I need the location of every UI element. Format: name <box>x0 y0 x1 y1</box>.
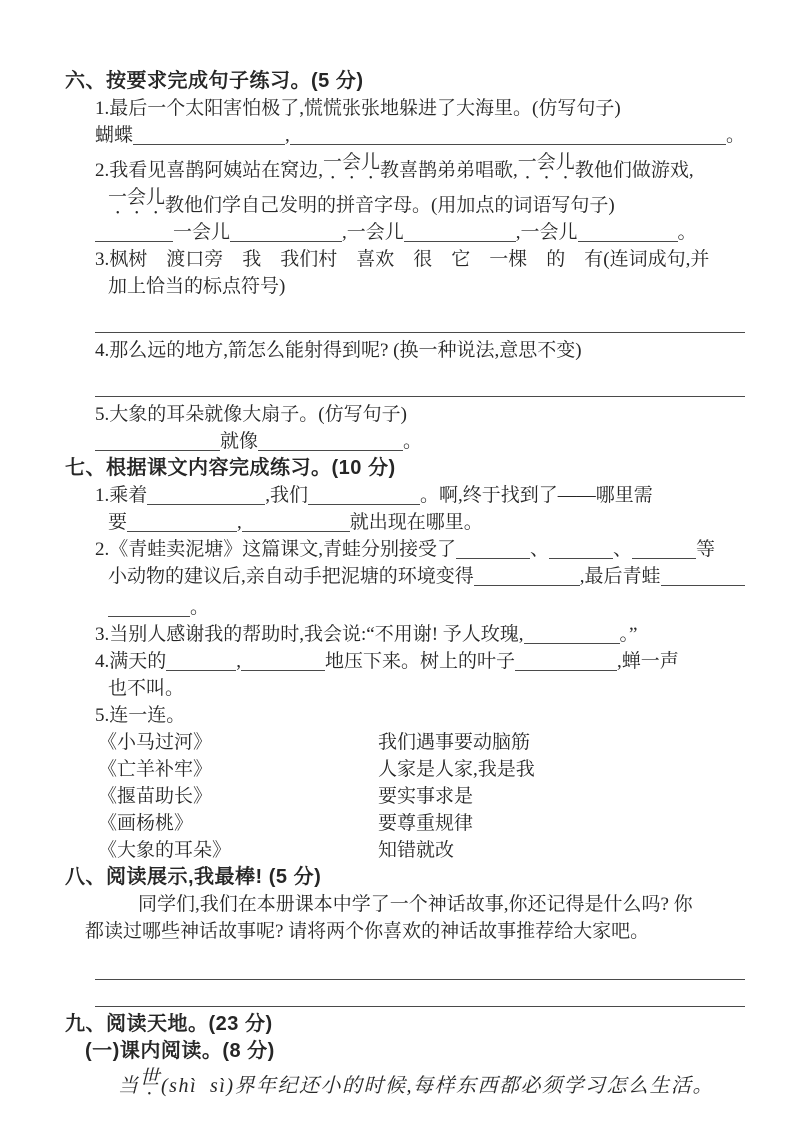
answer-blank <box>404 240 516 242</box>
text-run: 。 <box>403 431 423 452</box>
text-run: 教他们做游戏, <box>574 160 694 181</box>
s7-q2-line-1 <box>65 536 745 563</box>
answer-blank <box>661 584 745 586</box>
text-run: 1.最后一个太阳害怕极了,慌慌张张地躲进了大海里。(仿写句子) <box>95 98 621 119</box>
text-run: ,一会儿 <box>342 222 404 243</box>
text-run: ,一会儿 <box>515 222 578 243</box>
answer-blank <box>95 449 220 451</box>
text-run: 我们遇事要动脑筋 <box>378 732 531 753</box>
s7-q2-line-2 <box>65 563 745 590</box>
text-run: 《小马过河》 <box>98 732 213 753</box>
section-7-textbook-content <box>65 455 745 864</box>
answer-blank <box>127 530 237 532</box>
s7-q4-line-2 <box>65 675 745 702</box>
s7-q3-line <box>65 621 745 648</box>
text-run: 《大象的耳朵》 <box>98 840 232 861</box>
text-run: , <box>285 125 290 146</box>
s6-q1-prompt <box>65 95 745 122</box>
text-run: 六、按要求完成句子练习。(5 分) <box>65 70 364 92</box>
answer-blank <box>95 978 745 980</box>
s6-q2-prompt-1 <box>65 149 745 184</box>
emphasis-dots-text: 一会儿 <box>108 187 166 208</box>
emphasis-dots-text: 一会儿 <box>323 152 381 173</box>
answer-blank <box>290 143 726 145</box>
section-6-sentence-practice <box>65 68 745 455</box>
answer-blank <box>258 449 403 451</box>
text-run: 都读过哪些神话故事呢? 请将两个你喜欢的神话故事推荐给大家吧。 <box>85 921 650 942</box>
text-run: 5.连一连。 <box>95 705 186 726</box>
answer-blank <box>230 240 342 242</box>
s9-subsection-title <box>65 1038 745 1065</box>
s8-para-line-1 <box>65 891 745 918</box>
text-run: 九、阅读天地。(23 分) <box>65 1013 273 1035</box>
answer-blank <box>95 395 745 397</box>
text-run: 当 <box>118 1075 140 1097</box>
s8-para-line-2 <box>65 918 745 945</box>
text-run: 要尊重规律 <box>378 813 474 834</box>
s9-passage-line-1 <box>65 1065 745 1100</box>
text-run: 。啊,终于找到了——哪里需 <box>420 485 653 506</box>
s8-answer-line-1 <box>65 957 745 984</box>
text-run: , <box>237 512 242 533</box>
answer-blank <box>133 143 285 145</box>
s6-q5-answer-line <box>65 428 745 455</box>
text-run: 2.《青蛙卖泥塘》这篇课文,青蛙分别接受了 <box>95 539 457 560</box>
text-run: 知错就改 <box>378 840 455 861</box>
text-run: (shì sì)界年纪还小的时候,每样东西都必须学习怎么生活。 <box>161 1075 714 1097</box>
match-row-3 <box>65 783 745 810</box>
text-run: 4.满天的 <box>95 651 167 672</box>
s6-q1-answer-line <box>65 122 745 149</box>
emphasis-dots-text: 一会儿 <box>517 152 575 173</box>
worksheet <box>65 68 745 1100</box>
answer-blank <box>108 615 190 617</box>
text-run: 3.枫树 渡口旁 我 我们村 喜欢 很 它 一棵 的 有(连词成句,并 <box>95 249 710 270</box>
text-run: 。 <box>725 125 745 146</box>
answer-blank <box>166 669 236 671</box>
s6-q2-answer-line <box>65 219 745 246</box>
s7-title <box>65 455 745 482</box>
match-row-5 <box>65 837 745 864</box>
text-run: 要实事求是 <box>378 786 474 807</box>
s6-q3-prompt-1 <box>65 246 745 273</box>
answer-blank <box>147 503 265 505</box>
text-run: 就像 <box>220 431 259 452</box>
s6-q2-prompt-2 <box>65 184 745 219</box>
text-run: 八、阅读展示,我最棒! (5 分) <box>65 866 322 888</box>
match-row-2 <box>65 756 745 783</box>
text-run: 5.大象的耳朵就像大扇子。(仿写句子) <box>95 404 407 425</box>
answer-blank <box>308 503 420 505</box>
answer-blank <box>456 557 530 559</box>
text-run: 。 <box>677 222 697 243</box>
text-run: 小动物的建议后,亲自动手把泥塘的环境变得 <box>108 566 474 587</box>
text-run: 教喜鹊弟弟唱歌, <box>380 160 518 181</box>
s6-q3-prompt-2 <box>65 273 745 300</box>
text-run: 地压下来。树上的叶子 <box>325 651 516 672</box>
text-run: ,蝉一声 <box>617 651 679 672</box>
text-run: 也不叫。 <box>108 678 185 699</box>
answer-blank <box>524 642 620 644</box>
text-run: 《亡羊补牢》 <box>98 759 213 780</box>
answer-blank <box>95 331 745 333</box>
answer-blank <box>95 240 173 242</box>
answer-blank <box>578 240 678 242</box>
text-run: 、 <box>613 539 633 560</box>
text-run: , <box>236 651 242 672</box>
s7-q1-line-2 <box>65 509 745 536</box>
answer-blank <box>515 669 617 671</box>
text-run: 同学们,我们在本册课本中学了一个神话故事,你还记得是什么吗? 你 <box>138 894 693 915</box>
s8-title <box>65 864 745 891</box>
section-9-reading-world <box>65 1011 745 1100</box>
s8-answer-line-2 <box>65 984 745 1011</box>
text-run: 4.那么远的地方,箭怎么能射得到呢? (换一种说法,意思不变) <box>95 340 582 361</box>
emphasis-dots-text: 世 <box>139 1067 161 1089</box>
text-run: 蝴蝶 <box>95 125 134 146</box>
text-run: 就出现在哪里。 <box>349 512 483 533</box>
s7-q4-line-1 <box>65 648 745 675</box>
text-run: (一)课内阅读。(8 分) <box>85 1040 275 1062</box>
answer-blank <box>474 584 580 586</box>
text-run: 《画杨桃》 <box>98 813 194 834</box>
answer-blank <box>95 1005 745 1007</box>
text-run: 教他们学自己发明的拼音字母。(用加点的词语写句子) <box>165 195 615 216</box>
text-run: 要 <box>108 512 128 533</box>
text-run: 1.乘着 <box>95 485 148 506</box>
match-row-4 <box>65 810 745 837</box>
text-run: 。 <box>190 597 210 618</box>
text-run: 2.我看见喜鹊阿姨站在窝边, <box>95 160 324 181</box>
text-run: 。” <box>619 624 638 645</box>
s7-q2-line-3 <box>65 594 745 621</box>
text-run: 一会儿 <box>173 222 231 243</box>
text-run: ,我们 <box>265 485 309 506</box>
text-run: 3.当别人感谢我的帮助时,我会说:“不用谢! 予人玫瑰, <box>95 624 524 645</box>
match-row-1 <box>65 729 745 756</box>
s7-q1-line-1 <box>65 482 745 509</box>
s6-q4-answer-line <box>65 374 745 401</box>
s9-title <box>65 1011 745 1038</box>
s6-q5-prompt <box>65 401 745 428</box>
answer-blank <box>242 530 350 532</box>
text-run: ,最后青蛙 <box>579 566 661 587</box>
text-run: 加上恰当的标点符号) <box>108 276 286 297</box>
s6-q4-prompt <box>65 337 745 364</box>
text-run: 、 <box>530 539 550 560</box>
answer-blank <box>632 557 696 559</box>
section-8-reading-show <box>65 864 745 1011</box>
s6-title <box>65 68 745 95</box>
text-run: 七、根据课文内容完成练习。(10 分) <box>65 457 396 479</box>
s6-q3-answer-line <box>65 310 745 337</box>
answer-blank <box>241 669 325 671</box>
s7-q5-label <box>65 702 745 729</box>
answer-blank <box>549 557 613 559</box>
text-run: 人家是人家,我是我 <box>378 759 535 780</box>
text-run: 等 <box>696 539 716 560</box>
text-run: 《揠苗助长》 <box>98 786 213 807</box>
